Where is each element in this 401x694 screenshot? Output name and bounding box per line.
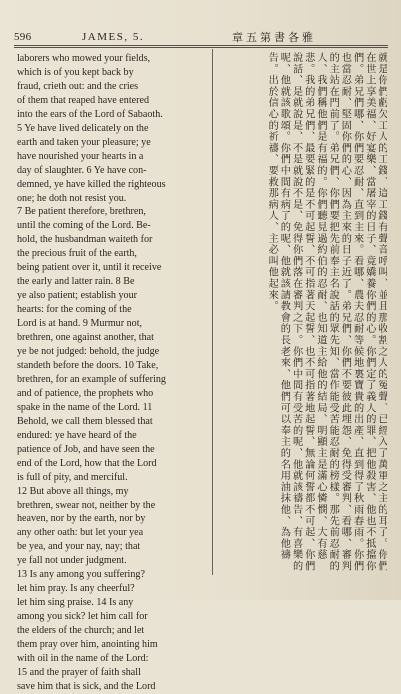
english-line: heaven, nor by the earth, nor by [17,513,146,525]
english-line: them pray over him, anointing him [17,639,158,651]
english-line: hearts: for the coming of the [17,304,132,316]
chinese-running-head: 章五第書各雅 [232,31,316,44]
english-line: 7 Be patient therefore, brethren, [17,206,146,218]
english-line: 15 and the prayer of faith shall [17,666,141,678]
english-line: standeth before the doors. 10 Take, [17,359,159,371]
english-line: among you sick? let him call for [17,611,148,623]
chinese-text: 就是你們虧欠工人的工錢、這工錢有聲音呼叫、並且那收割之人的冤聲、已經入了萬軍之主的耳了。你們在世上享美福、好宴樂、當屠宰的日子、竟嬌養你們的心。你們定了義人的罪、把他殺害、他也不抵擋你們。弟兄們哪、你們要忍耐、直到主來。看哪、農夫忍耐等候地裏寶貴的出產、直到得了秋雨春雨。你們也當忍耐、堅固你們的心、因為主來的日子近了。弟兄們、你們不要彼此埋怨、免得受審判、看哪、審判的主站在門前了。弟兄們、你們要把先前奉主名說話的眾先知、當作能受苦能忍耐的榜樣。那先前忍耐的人、我們稱他們是有福的。你們聽見過約伯的忍耐、也知道主給他的結局、明顯主是滿心憐憫、大有慈悲。我的弟兄們、最要緊的是不可起誓、不可指著天起誓、也不可指著地起誓、無論何誓都不可起、你們說話、是就說是、不是就說不是、免得你們落在審判之下。你們中間有受苦的呢、他就該禱告、有喜樂的呢、他就該歌頌。你們中間有病了的呢、他就該請教會的長老來、他們可以奉主的名用油抹他、為他禱告。出於信心的祈禱、要救那病人、主必叫他起來。 [266,52,387,572]
english-line: save him that is sick, and the Lord [17,680,156,692]
english-line: patience of Job, and have seen the [17,443,155,455]
english-line: the elders of the church; and let [17,625,145,637]
english-line: brethren, for an example of suffering [17,373,166,385]
english-line: the precious fruit of the earth, [17,248,137,260]
column-divider [212,49,213,575]
english-line: endured: ye have heard of the [17,429,137,441]
english-line: be yea, and your nay, nay; that [17,541,141,553]
english-line: is full of pity, and merciful. [17,471,128,483]
english-line: and of patience, the prophets who [17,387,154,399]
running-head: JAMES, 5. [82,31,145,43]
english-line: laborers who mowed your fields, [17,53,151,64]
english-line: one; he doth not resist you. [17,192,127,204]
chinese-column [217,52,387,576]
english-line: until the coming of the Lord. Be- [17,220,151,232]
english-line: let him pray. Is any cheerful? [17,583,135,595]
english-column [17,52,207,694]
english-line: fraud, crieth out: and the cries [17,80,139,92]
english-line: 5 Ye have lived delicately on the [17,122,149,134]
english-line: ye fall not under judgment. [17,555,127,567]
english-line: with oil in the name of the Lord: [17,652,149,664]
english-line: spake in the name of the Lord. 11 [17,401,153,413]
page-number: 596 [14,31,32,43]
english-line: any other oath: but let your yea [17,527,144,539]
english-line: have nourished your hearts in a [17,150,144,162]
page-header [0,0,401,44]
english-line: end of the Lord, how that the Lord [17,457,157,469]
english-line: being patient over it, until it receive [17,262,162,274]
english-line: which is of you kept back by [17,66,134,78]
english-line: brethren, one against another, that [17,332,154,344]
english-line: demned, ye have killed the righteous [17,178,166,190]
english-line: of them that reaped have entered [17,94,149,106]
english-line: ye be not judged: behold, the judge [17,346,160,358]
header-rule-double [14,47,388,48]
english-line: let him sing praise. 14 Is any [17,597,134,609]
english-line: hold, the husbandman waiteth for [17,234,153,246]
english-line: day of slaughter. 6 Ye have con- [17,164,147,176]
english-line: brethren, swear not, neither by the [17,499,156,511]
english-line: into the ears of the Lord of Sabaoth. [17,108,163,120]
english-line: ye also patient; establish your [17,290,137,302]
english-line: Lord is at hand. 9 Murmur not, [17,318,143,330]
header-rule [14,45,388,46]
english-line: 13 Is any among you suffering? [17,569,145,581]
english-line: the early and latter rain. 8 Be [17,276,135,288]
english-line: earth and taken your pleasure; ye [17,136,151,148]
english-line: Behold, we call them blessed that [17,415,153,427]
english-line: 12 But above all things, my [17,485,129,497]
